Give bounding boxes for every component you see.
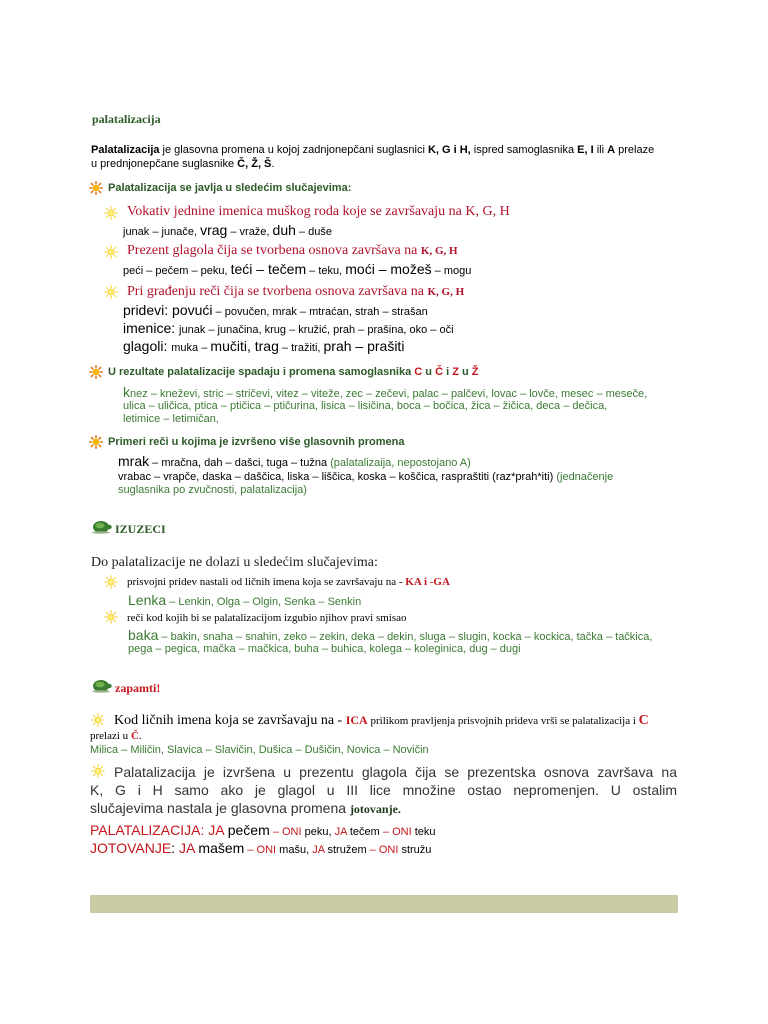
section3-line-2: vrabac – vrapče, daska – daščica, liska – liščica, koska – koščica, raspraštiti (raz*prah*iti) (jednačenje <box>118 471 614 483</box>
document-title: palatalizacija <box>92 112 161 126</box>
star-bullet-icon <box>104 285 118 299</box>
section2-line-3: letimice – letimičan, <box>123 413 219 425</box>
turtle-icon <box>90 677 112 693</box>
case1-examples: junak – junače, vrag – vraže, duh – duše <box>123 222 332 238</box>
sun-bullet-icon <box>89 181 103 195</box>
star-bullet-icon <box>91 713 105 727</box>
star-bullet-icon <box>104 575 118 589</box>
case3-row-imenice: imenice: junak – junačina, krug – kružić, prah – prašina, oko – oči <box>123 320 454 336</box>
exception1-title: prisvojni pridev nastali od ličnih imena koja se završavaju na - KA i -GA <box>127 576 450 588</box>
zapamti-point2-line1: Palatalizacija je izvršena u prezentu glagola čija se prezentska osnova završava na <box>114 764 677 780</box>
izuzeci-intro: Do palatalizacije ne dolazi u sledećim slučajevima: <box>91 555 378 570</box>
izuzeci-heading: IZUZECI <box>115 522 166 536</box>
section2-heading: U rezultate palatalizacije spadaju i promena samoglasnika C u Č i Z u Ž <box>108 366 479 378</box>
case1-title: Vokativ jednine imenica muškog roda koje se završavaju na K, G, H <box>127 204 510 219</box>
section2-line-1: knez – kneževi, stric – stričevi, vitez – viteže, zec – zečevi, palac – palčevi, lovac – lovče, mesec – meseče, <box>123 384 648 400</box>
turtle-icon <box>90 518 112 534</box>
jotovanje-example: JOTOVANJE: JA mašem – ONI mašu, JA stružem – ONI stružu <box>90 840 432 856</box>
exception2-line-1: baka – bakin, snaha – snahin, zeko – zekin, deka – dekin, sluga – slugin, kocka – kockica, tačka – tačkica, <box>128 627 653 643</box>
intro-line-1: Palatalizacija je glasovna promena u kojoj zadnjonepčani suglasnici K, G i H, ispred samoglasnika E, I ili A prelaze <box>91 144 655 156</box>
zapamti-point1-examples: Milica – Miličin, Slavica – Slavičin, Dušica – Dušičin, Novica – Novičin <box>90 744 429 756</box>
case2-title: Prezent glagola čija se tvorbena osnova završava na K, G, H <box>127 243 458 258</box>
exception2-title: reči kod kojih bi se palatalizacijom izgubio njihov pravi smisao <box>127 612 407 624</box>
palatalizacija-example: PALATALIZACIJA: JA pečem – ONI peku, JA tečem – ONI teku <box>90 822 436 838</box>
intro-term: Palatalizacija <box>91 144 160 156</box>
zapamti-point1-line2: prelazi u Č. <box>90 730 142 742</box>
zapamti-point2-line2: K, G i H samo ako je glagol u III lice množine ostao nepromenjen. U ostalim <box>90 782 677 798</box>
case2-examples: peći – pečem – peku, teći – tečem – teku, moći – možeš – mogu <box>123 261 472 277</box>
section3-heading: Primeri reči u kojima je izvršeno više glasovnih promena <box>108 436 405 448</box>
zapamti-heading: zapamti! <box>115 681 161 695</box>
section2-line-2: ulica – uličica, ptica – ptičica – ptičurina, lisica – lisičina, boca – bočica, žica – žičica, deca – dečica, <box>123 400 608 412</box>
star-bullet-icon <box>91 764 105 778</box>
exception1-examples: Lenka – Lenkin, Olga – Olgin, Senka – Senkin <box>128 592 362 608</box>
zapamti-point2-line3: slučajevima nastala je glasovna promena jotovanje. <box>90 800 401 816</box>
star-bullet-icon <box>104 610 118 624</box>
footer-bar <box>90 895 678 913</box>
exception2-line-2: pega – pegica, mačka – mačkica, buha – buhica, kolega – koleginica, dug – dugi <box>128 643 521 655</box>
intro-line-2: u prednjonepčane suglasnike Č, Ž, Š. <box>91 158 275 170</box>
sun-bullet-icon <box>89 435 103 449</box>
case3-title: Pri građenju reči čija se tvorbena osnova završava na K, G, H <box>127 284 465 299</box>
section1-heading: Palatalizacija se javlja u sledećim slučajevima: <box>108 182 352 194</box>
zapamti-point1-line1: Kod ličnih imena koja se završavaju na - ICA prilikom pravljenja prisvojnih prideva vrši se palatalizacija i C <box>114 713 649 728</box>
section3-line-3: suglasnika po zvučnosti, palatalizacija) <box>118 484 307 496</box>
section3-line-1: mrak – mračna, dah – dašci, tuga – tužna (palatalizaija, nepostojano A) <box>118 453 471 469</box>
star-bullet-icon <box>104 245 118 259</box>
case3-row-pridevi: pridevi: povući – povučen, mrak – mtraćan, strah – strašan <box>123 302 428 318</box>
sun-bullet-icon <box>89 365 103 379</box>
star-bullet-icon <box>104 206 118 220</box>
case3-row-glagoli: glagoli: muka – mučiti, trag – tražiti, prah – prašiti <box>123 338 405 354</box>
